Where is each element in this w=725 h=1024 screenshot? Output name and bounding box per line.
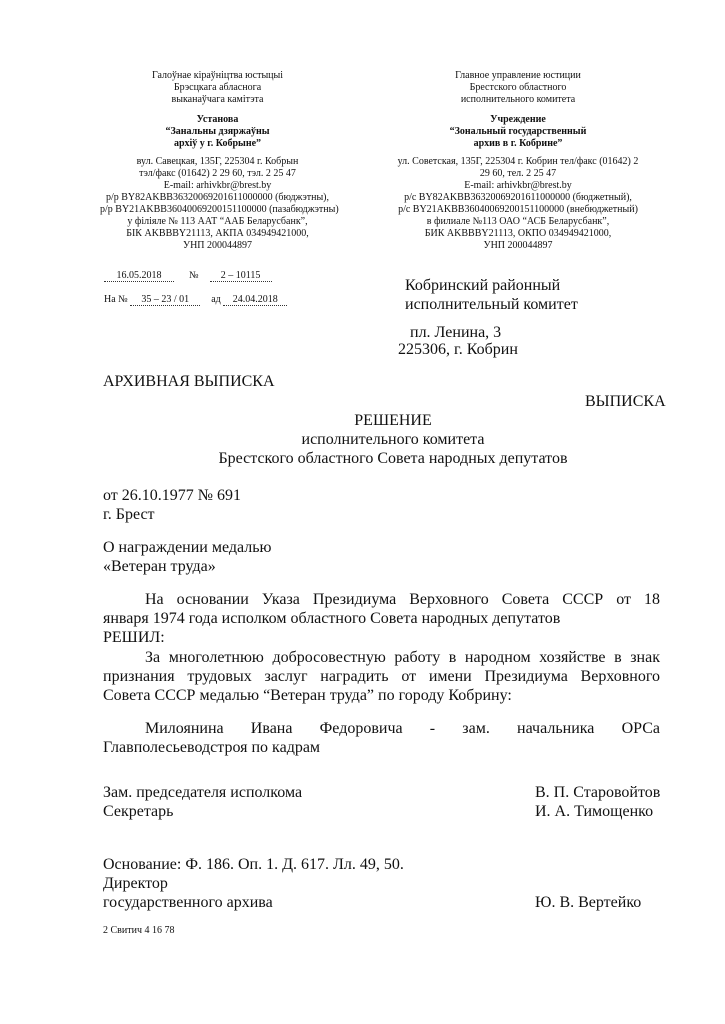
director-title: Директор <box>103 875 168 892</box>
extract-label: ВЫПИСКА <box>585 393 666 410</box>
address-line: 29 60, тел. 2 25 47 <box>479 168 557 179</box>
org-line: исполнительного комитета <box>460 94 576 105</box>
reference-number-line <box>104 294 287 306</box>
outgoing-number-line <box>104 270 272 282</box>
subject-block <box>103 538 272 576</box>
decision-subtitle: исполнительного комитета <box>301 431 485 448</box>
decision-subtitle: Брестского областного Совета народных депутатов <box>218 450 568 467</box>
institution-line: архив в г. Кобрине” <box>473 138 563 149</box>
number-label: № <box>189 270 199 281</box>
reference-number: 35 – 23 / 01 <box>130 294 200 306</box>
paragraph-2-line-1: За многолетнюю добросовестную работу в народном хозяйстве в знак <box>145 649 660 666</box>
org-line: Брэсцкага абласнога <box>173 82 262 93</box>
signature-role: Зам. председателя исполкома <box>103 784 303 801</box>
resolved-label: РЕШИЛ: <box>103 629 165 646</box>
address-line: УНП 200044897 <box>182 240 253 251</box>
reference-label: На № <box>104 294 128 305</box>
director-title: государственного архива <box>103 894 273 911</box>
paragraph-2-line-2: признания трудовых заслуг наградить от имени Президиума Верховного <box>103 668 660 685</box>
outgoing-number: 2 – 10115 <box>210 270 272 282</box>
institution-line: “Зональный государственный <box>449 126 587 137</box>
institution-line: Установа <box>196 114 239 125</box>
awardee-line-2: Главполесьеводстроя по кадрам <box>103 739 321 756</box>
address-line: БІК AKBBBY21113, АКПА 034949421000, <box>126 228 309 239</box>
address-line: БИК AKBBBY21113, ОКПО 034949421000, <box>424 228 612 239</box>
address-line: ул. Советская, 135Г, 225304 г. Кобрин тел/факс (01642) 2 <box>397 156 639 167</box>
subject-line: «Ветеран труда» <box>103 558 216 575</box>
address-line: у філіяле № 113 ААТ “ААБ Беларусбанк”, <box>127 216 308 227</box>
address-line: вул. Савецкая, 135Г, 225304 г. Кобрын <box>136 156 299 167</box>
address-line: р/с BY21AKBB36040069200151100000 (внебюджетный) <box>398 204 638 215</box>
address-line: тэл/факс (01642) 2 29 60, тэл. 2 25 47 <box>139 168 296 179</box>
signature-name: В. П. Старовойтов <box>535 784 661 801</box>
paragraph-1-line-2: января 1974 года исполком областного Совета народных депутатов <box>103 610 561 627</box>
subject-line: О награждении медалью <box>103 539 272 556</box>
decision-city: г. Брест <box>103 506 155 523</box>
org-line: Галоўнае кіраўніцтва юстыцыі <box>151 70 284 81</box>
reference-date-label: ад <box>211 294 221 305</box>
header-right <box>393 70 643 252</box>
reference-date: 24.04.2018 <box>223 294 287 306</box>
recipient-address-line: 225306, г. Кобрин <box>398 341 518 358</box>
org-line: выканаўчага камітэта <box>171 94 264 105</box>
basis-reference: Основание: Ф. 186. Оп. 1. Д. 617. Лл. 49, 50. <box>103 856 404 873</box>
address-line: УНП 200044897 <box>483 240 553 251</box>
recipient-address-line: пл. Ленина, 3 <box>410 324 502 341</box>
org-line: Главное управление юстиции <box>455 70 581 81</box>
paragraph-1-line-1: На основании Указа Президиума Верховного Совета СССР от 18 <box>145 591 660 608</box>
archival-extract-title: АРХИВНАЯ ВЫПИСКА <box>103 373 275 390</box>
institution-line: “Занальны дзяржаўны <box>165 126 270 137</box>
signature-name: И. А. Тимощенко <box>535 803 654 820</box>
address-line: E-mail: arhivkbr@brest.by <box>163 180 272 191</box>
recipient-line: исполнительный комитет <box>405 296 578 313</box>
address-line: р/р BY82AKBB36320069201611000000 (бюджэтны), <box>105 192 330 203</box>
header-left <box>100 70 339 252</box>
decision-title: РЕШЕНИЕ <box>354 412 432 429</box>
address-line: E-mail: arhivkbr@brest.by <box>464 180 572 191</box>
paragraph-2-line-3: Совета СССР медалью “Ветеран труда” по городу Кобрину: <box>103 687 512 704</box>
recipient-postal <box>398 340 518 359</box>
address-line: р/с BY82AKBB36320069201611000000 (бюджетный), <box>404 192 632 203</box>
recipient-block <box>405 276 578 314</box>
outgoing-date: 16.05.2018 <box>104 270 174 282</box>
decision-header <box>103 411 683 468</box>
address-line: в филиале №113 ОАО “АСБ Беларусбанк”, <box>426 216 610 227</box>
director-name: Ю. В. Вертейко <box>535 894 642 911</box>
institution-line: архіў у г. Кобрыне” <box>173 138 262 149</box>
institution-line: Учреждение <box>490 114 546 125</box>
footer-note: 2 Свитич 4 16 78 <box>103 925 175 936</box>
awardee-line-1: Милоянина Ивана Федоровича - зам. начальника ОРСа <box>145 720 660 737</box>
decision-date: от 26.10.1977 № 691 <box>103 487 242 504</box>
address-line: р/р BY21AKBB36040069200151100000 (пазабюджэтны) <box>100 204 339 215</box>
signature-role: Секретарь <box>103 803 174 820</box>
decision-meta <box>103 486 241 524</box>
org-line: Брестского областного <box>469 82 567 93</box>
recipient-line: Кобринский районный <box>405 277 561 294</box>
